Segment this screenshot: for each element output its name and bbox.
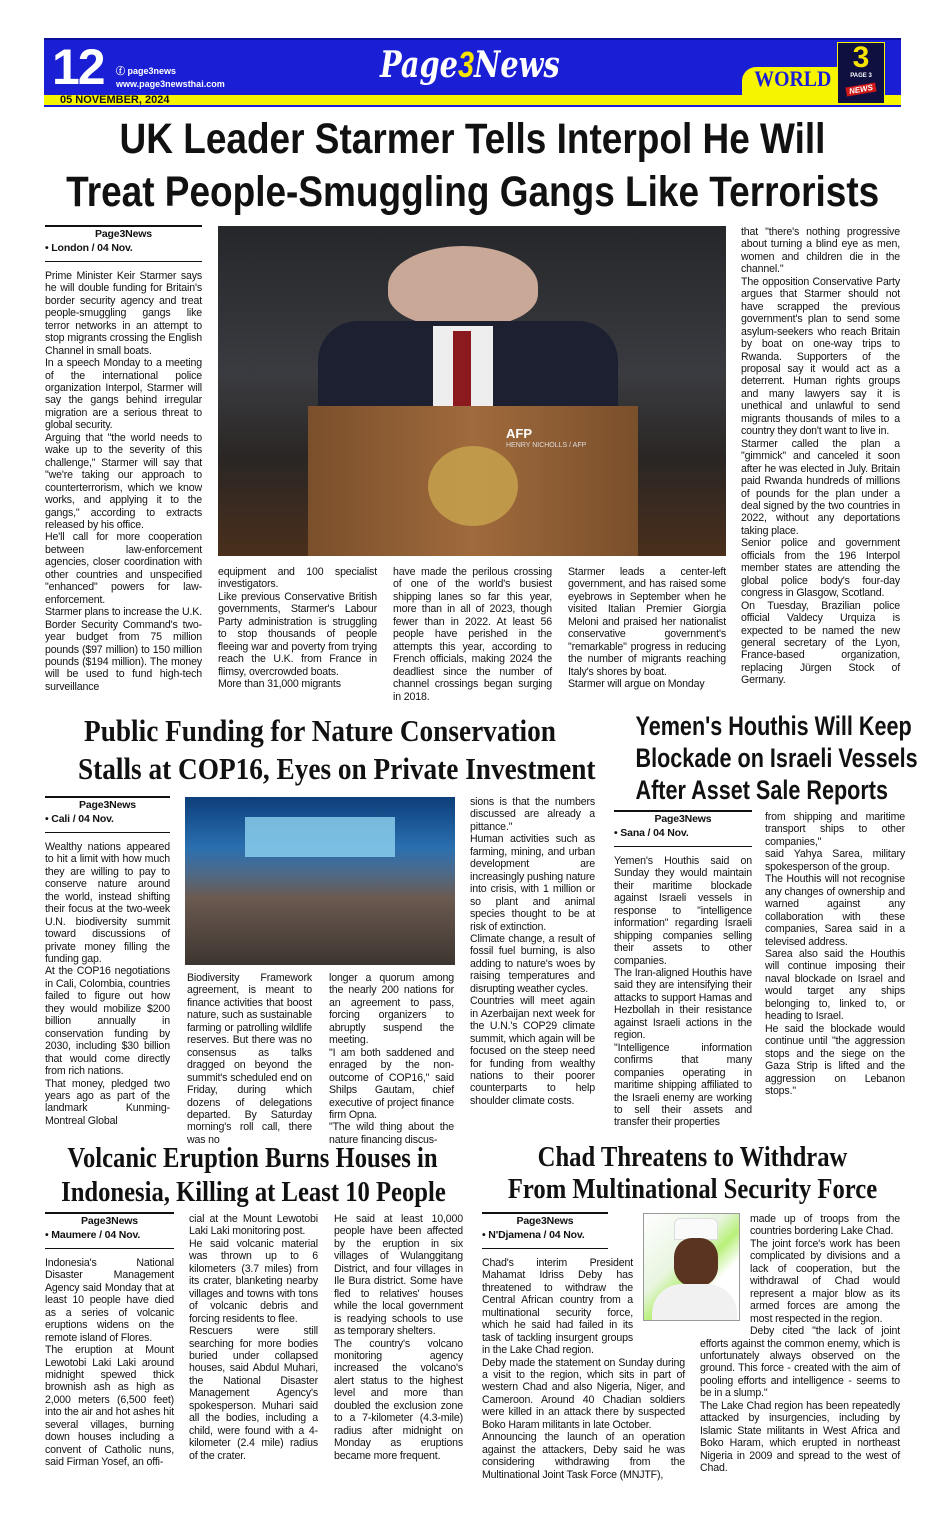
article5-headline: Chad Threatens to Withdraw From Multinational Security Force — [507, 1142, 878, 1205]
website-link[interactable]: www.page3newsthai.com — [116, 79, 225, 89]
article4-column-1: Page3News • Maumere / 04 Nov. Indonesia's National Disaster Management Agency said Monday that at least 10 people have died as a series of volcanic eruptions widens on the remote island of Flores. The eruption at Mount Lewotobi Laki Laki around midnight spewed thick brownish ash as high as 2,000 meters (6,500 feet) into the air and hot ashes hit several villages, burning down houses including a convent of Catholic nuns, said Firman Yosef, an offi- — [45, 1212, 174, 1469]
byline: Page3News • Sana / 04 Nov. — [614, 810, 752, 847]
article2-headline: Public Funding for Nature Conservation Stalls at COP16, Eyes on Private Investment — [78, 713, 596, 786]
facebook-icon: ⓕ — [116, 66, 128, 76]
article1-column-1: Page3News • London / 04 Nov. Prime Minister Keir Starmer says he will double funding for Britain's border security agency and treat people-smuggling gangs like terror networks in an attempt to stop migrants crossing the English Channel in small boats. In a speech Monday to a meeting of the international police organization Interpol, Starmer will say the gangs behind irregular migration are a serious threat to global security. Arguing that "the world needs to wake up to the severity of this challenge," Starmer will say that "we're taking our approach to counterterrorism, which we know works, and applying it to the gangs," according to extracts released by his office. He'll call for more cooperation between law-enforcement agencies, closer coordination with other countries and unspecified "enhanced" powers for law-enforcement. Starmer plans to increase the U.K. Border Security Command's two-year budget from 75 million pounds ($97 million) to 150 million pounds ($194 million). The money will be used to fund high-tech surveillance — [45, 225, 202, 693]
article5-column-2: made up of troops from the countries bordering Lake Chad. The joint force's work has been complicated by divisions and a lack of cooperation, but the withdrawal of Chad would represent a major blow as its armed forces are among the most respected in the region. Deby cited "the lack of joint efforts against the common enemy, which is unfortunately always observed on the ground. This force - created with the aim of pooling efforts and intelligence - seems to be in a slump." The Lake Chad region has been repeatedly attacked by insurgencies, including by Islamic State militants in West Africa and Boko Haram, which erupted in northeast Nigeria in 2009 and spread to the west of Chad. — [700, 1213, 900, 1475]
page-number: 12 — [52, 39, 104, 95]
article2-column-2: Biodiversity Framework agreement, is meant to finance activities that boost nature, such as sustainable farming or patrolling wildlife reserves. But there was no consensus as talks dragged on beyond the summit's scheduled end on Friday, during which dozens of delegations departed. By Saturday morning's roll call, there was no — [187, 972, 312, 1146]
article1-column-3: have made the perilous crossing of one of the world's busiest shipping lanes so far this year, more than in all of 2023, though fewer than in 2022. At least 56 people have perished in the attempts this year, according to French officials, making 2024 the deadliest since the number of channel crossings began surging in 2018. — [393, 566, 552, 703]
photo-credit: AFP — [506, 426, 532, 441]
article3-column-2: from shipping and maritime transport ships to other companies," said Yahya Sarea, military spokesperson of the group. The Houthis will not recognise any changes of ownership and warned against any collaboration with these companies, Sarea said in a televised address. Sarea also said the Houthis will continue imposing their naval blockade on Israel and would target any ships belonging to, linked to, or heading to Israel. He said the blockade would continue until "the aggression stops and the siege on the Gaza Strip is lifted and the aggression on Lebanon stops." — [765, 811, 905, 1097]
section-label: WORLD — [754, 66, 832, 91]
article1-column-4: Starmer leads a center-left government, and has raised some eyebrows in September when he visited Italian Premier Giorgia Meloni and praised her nationalist conservative government's "remarkable" progress in reducing the number of migrants reaching Italy's shores by boat. Starmer will argue on Monday — [568, 566, 726, 691]
article5-column-1: Page3News • N'Djamena / 04 Nov. Chad's interim President Mahamat Idriss Deby has threatened to withdraw the Central African country from a multinational security force, which he said had failed in its task of tackling insurgent groups in the Lake Chad region. Deby made the statement on Sunday during a visit to the region, which sits in part of western Chad and also Nigeria, Niger, and Cameroon. Around 40 Chadian soldiers were killed in an attack there by suspected Boko Haram militants in late October. Announcing the launch of an operation against the attackers, Deby said he was considering withdrawing from the Multinational Joint Task Force (MNJTF), — [482, 1212, 685, 1481]
article2-column-3: longer a quorum among the nearly 200 nations for an agreement to pass, forcing organizers to abruptly suspend the meeting. "I am both saddened and enraged by the non-outcome of COP16," said Shilps Gautam, chief executive of project finance firm Opna. "The wild thing about the nature financing discus- — [329, 972, 454, 1146]
byline: Page3News • Cali / 04 Nov. — [45, 796, 170, 833]
article1-column-2: equipment and 100 specialist investigators. Like previous Conservative British governments, Starmer's Labour Party administration is struggling to stop thousands of people fleeing war and poverty from trying reach the U.K. from France in flimsy, overcrowded boats. More than 31,000 migrants — [218, 566, 377, 691]
article3-headline: Yemen's Houthis Will Keep Blockade on Israeli Vessels After Asset Sale Reports — [635, 711, 918, 805]
photo-byline: HENRY NICHOLLS / AFP — [506, 442, 587, 449]
page3news-logo: Page3News — [380, 44, 560, 86]
article3-column-1: Page3News • Sana / 04 Nov. Yemen's Houthis said on Sunday they would maintain their maritime blockade against Israeli vessels in response to "intelligence information" regarding Israeli shipping companies selling their assets to other companies. The Iran-aligned Houthis have said they are intensifying their attacks to support Hamas and Hezbollah in their resistance against Israeli actions in the region. "Intelligence information confirms that many companies operating in maritime shipping affiliated to the Israeli enemy are working to sell their assets and transfer their properties — [614, 810, 752, 1129]
starmer-photo — [218, 226, 726, 556]
issue-date: 05 NOVEMBER, 2024 — [60, 94, 170, 106]
page3-badge-logo: 3 PAGE 3 NEWS — [837, 42, 885, 104]
article2-column-1: Page3News • Cali / 04 Nov. Wealthy nations appeared to hit a limit with how much they are willing to pay to conserve nature around the world, instead shifting their focus at the two-week U.N. biodiversity summit toward discussions of private money filling the funding gap. At the COP16 negotiations in Cali, Colombia, countries failed to figure out how they would mobilize $200 billion annually in conservation funding by 2030, including $30 billion that would come directly from rich nations. That money, pledged two years ago as part of the landmark Kunming-Montreal Global — [45, 796, 170, 1127]
summit-screen — [245, 817, 395, 857]
byline: Page3News • London / 04 Nov. — [45, 225, 202, 262]
royal-crest — [428, 446, 518, 526]
byline: Page3News • Maumere / 04 Nov. — [45, 1212, 174, 1249]
byline: Page3News • N'Djamena / 04 Nov. — [482, 1212, 608, 1249]
photo-subject-face — [388, 246, 538, 326]
article4-column-3: He said at least 10,000 people have been affected by the eruption in six villages of Wulanggitang District, and four villages in Ile Bura district. Some have fled to relatives' houses while the local government is readying schools to use as temporary shelters. The country's volcano monitoring agency increased the volcano's alert status to the highest level and more than doubled the exclusion zone to a 7-kilometer (4.3-mile) radius after midnight on Monday as eruptions became more frequent. — [334, 1213, 463, 1462]
article1-headline: UK Leader Starmer Tells Interpol He Will Treat People-Smuggling Gangs Like Terrorists — [66, 115, 880, 216]
article4-headline: Volcanic Eruption Burns Houses in Indonesia, Killing at Least 10 People — [61, 1143, 446, 1208]
masthead-date-strip — [44, 95, 901, 107]
article4-column-2: cial at the Mount Lewotobi Laki Laki monitoring post. He said volcanic material was thrown up to 6 kilometers (3.7 miles) from its crater, blanketing nearby villages and towns with tons of volcanic debris and forcing residents to flee. Rescuers were still searching for more bodies buried under collapsed houses, said Abdul Muhari, the National Disaster Management Agency's spokesperson. Muhari said all the bodies, including a child, were found with a 4-kilometer (2.4 mile) radius of the crater. — [189, 1213, 318, 1462]
article2-column-4: sions is that the numbers discussed are already a pittance." Human activities such as farming, mining, and urban development are increasingly pushing nature into crisis, with 1 million or so plant and animal species thought to be at risk of extinction. Climate change, a result of fossil fuel burning, is also adding to nature's woes by raising temperatures and disrupting weather cycles. Countries will meet again in Azerbaijan next week for the U.N.'s COP29 climate summit, which again will be focused on the steep need for funding from wealthy nations to their poorer counterparts to help shoulder climate costs. — [470, 796, 595, 1107]
cop16-summit-photo — [185, 797, 455, 965]
facebook-handle[interactable]: ⓕ page3news — [116, 66, 177, 76]
article1-column-5: that "there's nothing progressive about turning a blind eye as men, women and children die in the channel." The opposition Conservative Party argues that Starmer should not have scrapped the previous government's plan to send some asylum-seekers who reach Britain by boat on one-way trips to Rwanda. Supporters of the proposal say it would act as a deterrent. Human rights groups and many lawyers say it is unethical and unlawful to send migrants thousands of miles to a country they don't want to live in. Starmer called the plan a "gimmick" and canceled it soon after he was elected in July. Britain paid Rwanda hundreds of millions of pounds for the plan under a deal signed by the two countries in 2022, without any deportations taking place. Senior police and government officials from the 196 Interpol member states are attending the global police body's four-day congress in Glasgow, Scotland. On Tuesday, Brazilian police official Valdecy Urquiza is expected to be named the new general secretary of the Lyon, France-based organization, replacing Jürgen Stock of Germany. — [741, 226, 900, 687]
